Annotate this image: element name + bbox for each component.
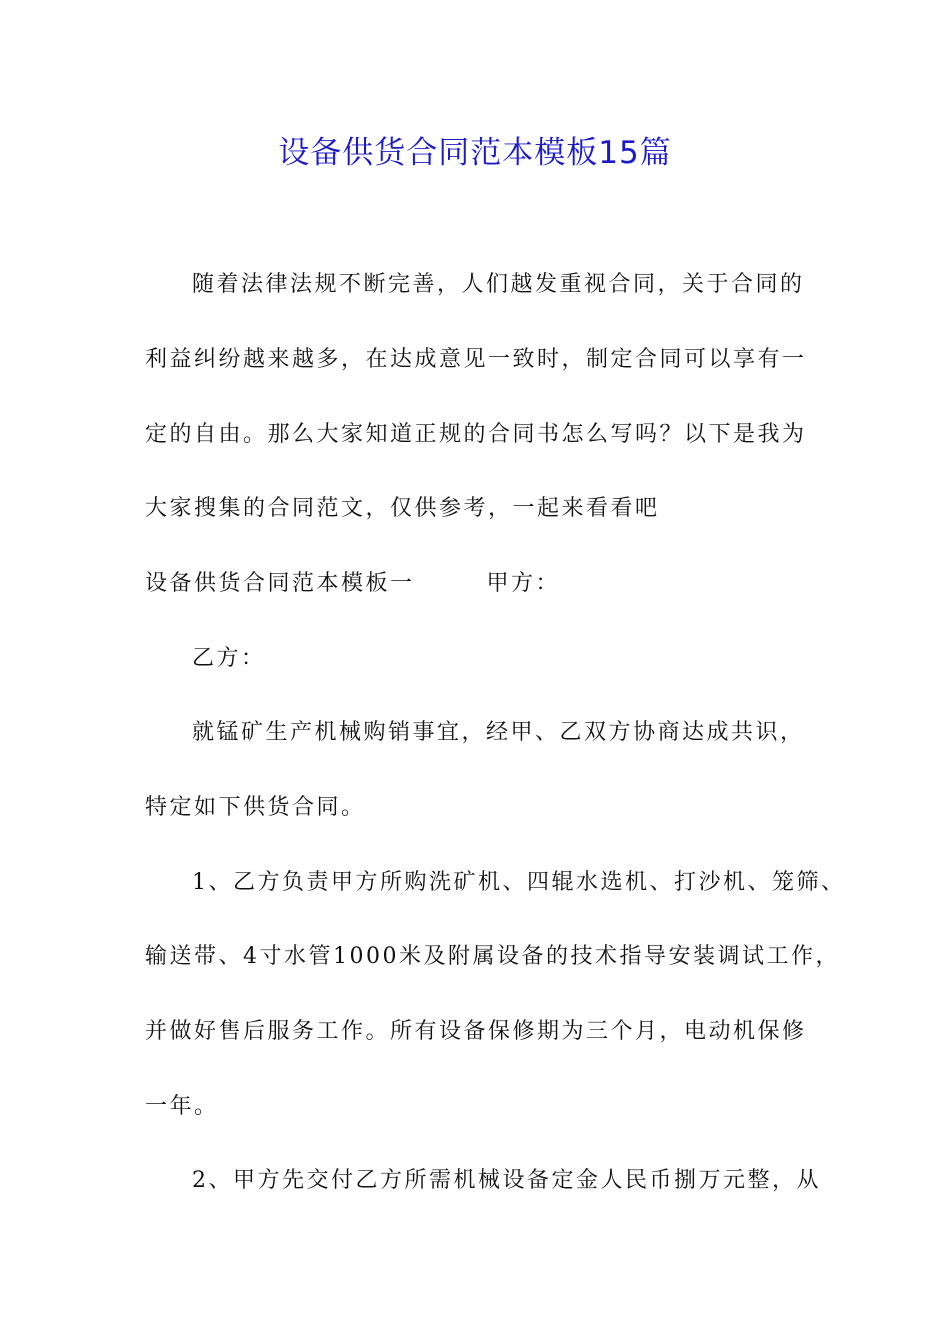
clause-1-line-3: 并做好售后服务工作。所有设备保修期为三个月，电动机保修 bbox=[145, 1019, 807, 1044]
section-heading-row bbox=[145, 567, 560, 601]
intro-line-1: 随着法律法规不断完善，人们越发重视合同，关于合同的 bbox=[192, 272, 805, 297]
clause-1-line-1: 1、乙方负责甲方所购洗矿机、四辊水选机、打沙机、笼筛、 bbox=[192, 870, 846, 895]
intro-line-2: 利益纠纷越来越多，在达成意见一致时，制定合同可以享有一 bbox=[145, 347, 807, 372]
preamble-line-1: 就锰矿生产机械购销事宜，经甲、乙双方协商达成共识， bbox=[192, 720, 805, 745]
preamble-line-2: 特定如下供货合同。 bbox=[145, 795, 366, 820]
intro-line-4: 大家搜集的合同范文，仅供参考，一起来看看吧 bbox=[145, 496, 660, 521]
party-b-label: 乙方： bbox=[192, 646, 266, 671]
clause-1-line-2: 输送带、4寸水管1000米及附属设备的技术指导安装调试工作， bbox=[145, 944, 840, 969]
party-a-label: 甲方： bbox=[486, 571, 561, 596]
clause-1-line-4: 一年。 bbox=[145, 1094, 219, 1119]
document-title: 设备供货合同范本模板15篇 bbox=[278, 135, 672, 171]
clause-2-line-1: 2、甲方先交付乙方所需机械设备定金人民币捌万元整，从 bbox=[192, 1168, 821, 1193]
intro-line-3: 定的自由。那么大家知道正规的合同书怎么写吗？以下是我为 bbox=[145, 422, 807, 447]
section-heading: 设备供货合同范本模板一 bbox=[145, 571, 415, 596]
